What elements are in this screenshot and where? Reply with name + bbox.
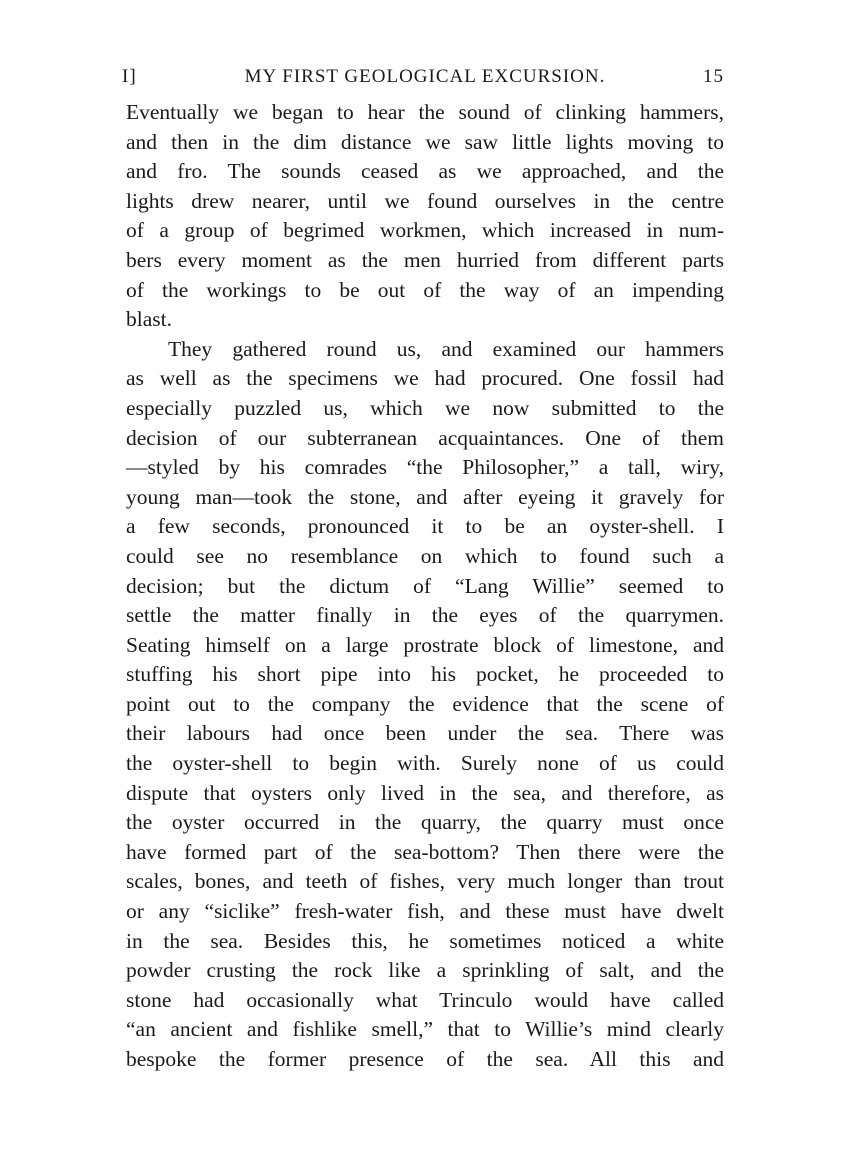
text-line: stone had occasionally what Trinculo would have called — [126, 987, 724, 1012]
text-line: the oyster-shell to begin with. Surely none of us could — [126, 751, 724, 776]
text-line: could see no resemblance on which to found such a — [126, 543, 724, 568]
text-line: or any “siclike” fresh-water fish, and these must have dwelt — [126, 899, 724, 924]
text-line: as well as the specimens we had procured. One fossil had — [126, 366, 724, 391]
text-line: scales, bones, and teeth of fishes, very much longer than trout — [126, 869, 724, 894]
text-line: the oyster occurred in the quarry, the quarry must once — [126, 810, 724, 835]
text-line: Eventually we began to hear the sound of clinking hammers, — [126, 100, 724, 124]
chapter-number: I] — [122, 66, 137, 87]
text-line: stuffing his short pipe into his pocket, he proceeded to — [126, 662, 724, 687]
text-line: and then in the dim distance we saw little lights moving to — [126, 129, 724, 154]
text-line: bers every moment as the men hurried from different parts — [126, 247, 724, 272]
text-line: —styled by his comrades “the Philosopher,” a tall, wiry, — [126, 455, 724, 480]
text-line: Seating himself on a large prostrate block of limestone, and — [126, 632, 724, 657]
running-head — [122, 62, 724, 92]
text-line: decision; but the dictum of “Lang Willie” seemed to — [126, 573, 724, 598]
text-line: “an ancient and fishlike smell,” that to Willie’s mind clearly — [126, 1017, 724, 1042]
text-line: and fro. The sounds ceased as we approached, and the — [126, 159, 724, 184]
running-title: MY FIRST GEOLOGICAL EXCURSION. — [244, 66, 606, 87]
book-page — [122, 62, 724, 1075]
text-line: decision of our subterranean acquaintances. One of them — [126, 425, 724, 450]
text-line: their labours had once been under the sea. There was — [126, 721, 724, 746]
text-line: powder crusting the rock like a sprinkling of salt, and the — [126, 958, 724, 983]
text-line: dispute that oysters only lived in the sea, and therefore, as — [126, 780, 724, 805]
text-line: blast. — [126, 307, 172, 332]
text-line: settle the matter finally in the eyes of the quarrymen. — [126, 603, 724, 628]
paragraph — [126, 98, 724, 335]
text-line: a few seconds, pronounced it to be an oyster-shell. I — [126, 514, 724, 539]
text-line: in the sea. Besides this, he sometimes noticed a white — [126, 928, 724, 953]
page-number: 15 — [703, 66, 724, 87]
text-line: especially puzzled us, which we now submitted to the — [126, 395, 724, 420]
text-line: of the workings to be out of the way of an impending — [126, 277, 724, 302]
body-text — [126, 98, 724, 1075]
text-line: point out to the company the evidence that the scene of — [126, 691, 724, 716]
text-line: have formed part of the sea-bottom? Then there were the — [126, 839, 724, 864]
text-line: bespoke the former presence of the sea. All this and — [126, 1047, 724, 1071]
text-line: lights drew nearer, until we found ourselves in the centre — [126, 188, 724, 213]
paragraph — [126, 335, 724, 1075]
text-line: young man—took the stone, and after eyeing it gravely for — [126, 484, 724, 509]
text-line: of a group of begrimed workmen, which increased in num- — [126, 218, 724, 243]
text-line: They gathered round us, and examined our hammers — [168, 336, 724, 361]
